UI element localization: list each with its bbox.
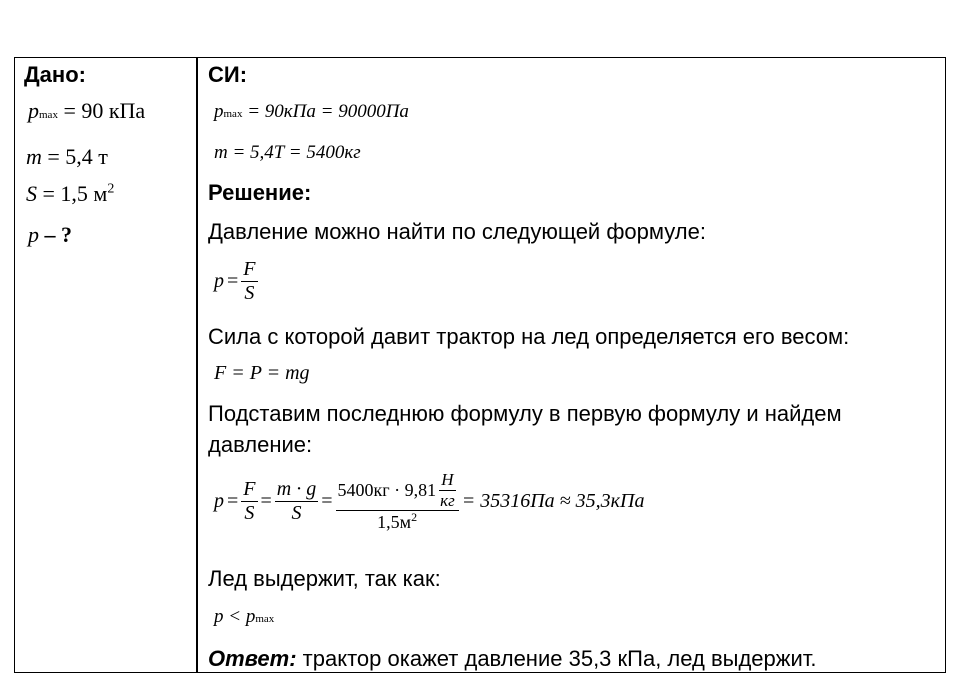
solution-text-3b: давление:	[208, 432, 313, 457]
given-area	[26, 181, 114, 207]
formula3-unit-kg: кг	[440, 490, 455, 510]
formula3-area: 1,5м	[377, 512, 412, 533]
area-symbol: S	[26, 181, 37, 206]
formula3-f: F	[243, 477, 256, 500]
column-divider	[196, 57, 198, 673]
answer-text: трактор окажет давление 35,3 кПа, лед выдержит.	[296, 646, 817, 671]
formula-weight: F = P = mg	[214, 362, 310, 384]
pmax-subscript: max	[39, 109, 58, 121]
answer-line	[208, 646, 817, 672]
formula3-s2: S	[291, 501, 302, 524]
si-pmax-subscript: max	[223, 108, 243, 120]
mass-symbol: m	[26, 144, 42, 169]
formula3-numeric-denominator	[375, 511, 419, 533]
given-mass	[26, 144, 108, 170]
solution-text-2: Сила с которой давит трактор на лед определяется его весом:	[208, 324, 850, 349]
area-exponent: 2	[107, 181, 115, 197]
formula3-mg: m · g	[276, 477, 317, 500]
given-unknown	[28, 222, 72, 248]
formula1-denominator: S	[244, 282, 255, 304]
formula1-eq: =	[227, 270, 239, 292]
formula4-pmax-symbol: p	[245, 606, 256, 627]
formula3-unit-n: Н	[441, 470, 454, 489]
formula4-pmax-subscript: max	[255, 613, 275, 625]
answer-label: Ответ:	[208, 646, 297, 671]
formula1-fraction	[241, 258, 257, 305]
formula3-unit-fraction	[438, 470, 457, 510]
si-title: СИ:	[208, 62, 248, 87]
si-pmax-symbol: p	[214, 101, 224, 122]
given-pmax	[28, 98, 145, 124]
area-value: = 1,5 м	[42, 181, 108, 206]
pmax-symbol: p	[28, 98, 39, 123]
unknown-question: – ?	[44, 222, 72, 247]
formula3-mg-over-s	[275, 478, 318, 525]
solution-text-3a: Подставим последнюю формулу в первую формулу и найдем	[208, 401, 842, 426]
formula3-lhs: p	[214, 489, 224, 512]
formula-calculation: p = $\frac{F}{S}$ = $\frac{m \cdot g}{S}$ = 5400кг · 9,81 $\frac{Н}{кг}$ $1,5м^2$ = 35316Па ≈ 35,3кПа	[214, 470, 645, 533]
formula3-numeric-numerator	[336, 470, 459, 511]
formula-compare	[214, 606, 274, 628]
formula3-numeric-fraction	[336, 470, 459, 533]
mass-value: = 5,4 т	[47, 144, 108, 169]
unknown-symbol: p	[28, 222, 39, 247]
formula1-numerator: F	[243, 258, 256, 280]
formula3-result: = 35316Па ≈ 35,3кПа	[461, 489, 645, 512]
formula3-mass-g: 5400кг · 9,81	[337, 479, 437, 500]
solution-title: Решение:	[208, 180, 312, 205]
si-line-pmax	[214, 101, 409, 123]
solution-text-1: Давление можно найти по следующей формуле:	[208, 219, 706, 244]
pmax-value: = 90 кПа	[63, 98, 146, 123]
given-title: Дано:	[24, 62, 86, 87]
solution-table	[14, 57, 946, 673]
formula3-f-over-s	[241, 478, 257, 525]
solution-text-4: Лед выдержит, так как:	[208, 566, 441, 591]
formula1-lhs: p	[214, 270, 224, 292]
si-line-mass: m = 5,4T = 5400кг	[214, 142, 361, 163]
formula3-area-exp: 2	[411, 510, 418, 525]
formula-pressure	[214, 258, 258, 305]
formula4-lhs: p <	[214, 606, 242, 627]
si-pmax-rest: = 90кПа = 90000Па	[247, 101, 409, 122]
formula3-s: S	[244, 501, 255, 524]
